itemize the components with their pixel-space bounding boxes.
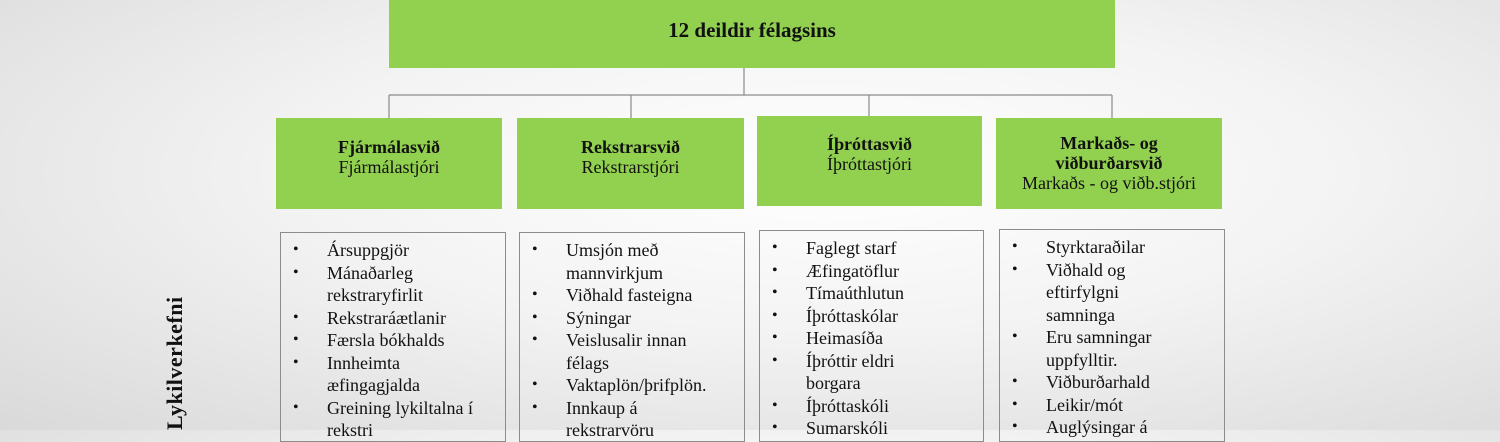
task-list-sports: [759, 230, 984, 442]
task-item: [772, 305, 975, 328]
task-item-line: • Greining lykiltalna í: [327, 397, 473, 418]
task-item: [1012, 259, 1216, 327]
task-item-line: • Sýningar: [566, 307, 631, 328]
task-item: [772, 350, 975, 395]
task-item: [1012, 416, 1216, 439]
task-item-line: • Heimasíða: [806, 328, 883, 348]
task-item-line: félags: [566, 352, 609, 373]
task-item-line: rekstri: [327, 420, 373, 440]
task-item-line: • Rekstraráætlanir: [327, 307, 446, 328]
department-name: Íþróttasvið: [827, 134, 912, 154]
task-item: [532, 307, 736, 330]
task-item-line: æfingagjalda: [327, 375, 420, 395]
task-item-line: • Veislusalir innan: [566, 330, 687, 350]
task-item-line: samninga: [1046, 304, 1115, 325]
task-item-line: • Mánaðarleg: [327, 262, 413, 283]
department-finance: [276, 118, 502, 209]
task-item-line: eftirfylgni: [1046, 282, 1119, 302]
top-node: [389, 0, 1115, 68]
department-head: Fjármálastjóri: [338, 156, 440, 177]
task-item: [1012, 326, 1216, 371]
task-item-line: • Æfingatöflur: [806, 260, 899, 281]
task-list-marketing-events: [999, 229, 1225, 442]
task-item: [772, 417, 975, 440]
task-item: [1012, 236, 1216, 259]
task-item-line: uppfylltir.: [1046, 349, 1118, 370]
task-item-line: • Innheimta: [327, 352, 400, 373]
task-item: [532, 397, 736, 442]
task-item-line: • Íþróttaskólar: [806, 305, 898, 326]
department-sports: [757, 116, 982, 206]
task-item: [772, 260, 975, 283]
task-item-line: rekstraryfirlit: [327, 285, 423, 305]
task-item-line: • Faglegt starf: [806, 238, 897, 258]
task-item: [532, 374, 736, 397]
task-item-line: • Íþróttaskóli: [806, 395, 889, 416]
task-list-finance: [280, 232, 506, 442]
task-item-line: • Tímaúthlutun: [806, 283, 904, 303]
department-head: Markaðs - og viðb.stjóri: [1022, 172, 1196, 193]
task-item-line: • Viðhald fasteigna: [566, 285, 693, 305]
task-item-line: • Viðburðarhald: [1046, 372, 1150, 392]
task-item-line: • Leikir/mót: [1046, 394, 1123, 415]
department-head: Rekstrarstjóri: [581, 156, 680, 177]
task-item: [1012, 371, 1216, 394]
task-item: [293, 329, 497, 352]
department-name: Rekstrarsvið: [581, 136, 680, 157]
department-name: Markaðs- og viðburðarsvið: [1055, 132, 1163, 173]
side-label: Lykilverkefni: [162, 296, 187, 430]
task-item: [293, 352, 497, 397]
task-item: [293, 239, 497, 262]
task-item: [532, 284, 736, 307]
task-item: [293, 397, 497, 442]
top-node-title: 12 deildir félagsins: [668, 17, 836, 42]
task-item: [1012, 394, 1216, 417]
department-operations: [517, 118, 744, 209]
task-item-line: rekstrarvöru: [566, 420, 654, 440]
task-item: [772, 237, 975, 260]
task-item-line: • Viðhald og: [1046, 259, 1126, 280]
task-item-line: • Eru samningar: [1046, 327, 1152, 347]
task-item-line: • Ársuppgjör: [327, 240, 409, 260]
task-item-line: • Vaktaplön/þrifplön.: [566, 375, 707, 395]
task-item-line: mannvirkjum: [566, 262, 663, 283]
task-item: [772, 327, 975, 350]
task-item-line: • Auglýsingar á: [1046, 417, 1148, 437]
task-item-line: • Færsla bókhalds: [327, 330, 445, 350]
department-marketing-events: [996, 118, 1222, 209]
task-item-line: • Umsjón með: [566, 240, 659, 260]
task-item: [293, 262, 497, 307]
task-item-line: borgara: [806, 373, 861, 393]
task-list-operations: [519, 232, 745, 442]
task-item: [532, 329, 736, 374]
department-name: Fjármálasvið: [338, 136, 440, 157]
task-item-line: • Íþróttir eldri: [806, 350, 895, 371]
task-item-line: • Styrktaraðilar: [1046, 237, 1145, 257]
task-item: [532, 239, 736, 284]
task-item: [772, 395, 975, 418]
task-item-line: • Innkaup á: [566, 397, 638, 418]
department-head: Íþróttastjóri: [827, 154, 912, 174]
task-item-line: • Sumarskóli: [806, 418, 889, 438]
task-item: [772, 282, 975, 305]
task-item: [293, 307, 497, 330]
